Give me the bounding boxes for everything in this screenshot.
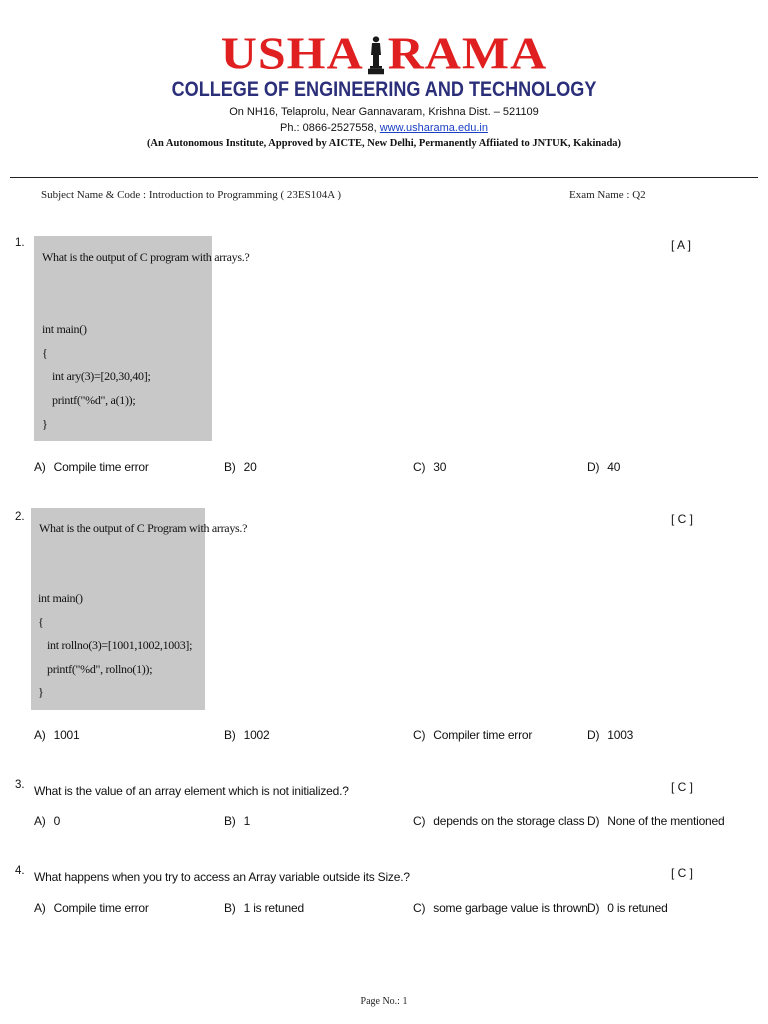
option-d: D) 0 is retuned — [587, 901, 668, 915]
question-text: What happens when you try to access an Array variable outside its Size.? — [34, 870, 410, 884]
option-a: A) Compile time error — [34, 901, 149, 915]
page-number: Page No.: 1 — [360, 996, 408, 1007]
college-address: On NH16, Telaprolu, Near Gannavaram, Krishna Dist. – 521109 — [229, 106, 539, 118]
answer-key: [ C ] — [671, 512, 694, 526]
code-line: } — [38, 685, 44, 699]
answer-key: [ C ] — [671, 780, 694, 794]
question-number: 3. — [15, 779, 25, 791]
code-line: { — [38, 615, 44, 629]
question-text: What is the output of C Program with arrays.? — [39, 521, 248, 535]
logo-text-left: USHA — [220, 27, 364, 79]
subject-info: Subject Name & Code : Introduction to Programming ( 23ES104A ) — [41, 189, 342, 201]
college-name: COLLEGE OF ENGINEERING AND TECHNOLOGY — [171, 78, 597, 101]
header-divider — [10, 177, 758, 178]
option-c: C) Compiler time error — [413, 728, 533, 742]
option-b: B) 1 — [224, 814, 251, 828]
option-d: D) 1003 — [587, 728, 634, 742]
question-number: 4. — [15, 865, 25, 877]
option-b: B) 1002 — [224, 728, 270, 742]
question-image — [31, 508, 248, 710]
option-a: A) 1001 — [34, 728, 80, 742]
college-affiliation: (An Autonomous Institute, Approved by AICTE, New Delhi, Permanently Affiiated to JNTUK, Kakinada) — [146, 138, 622, 149]
logo-text-right: RAMA — [387, 27, 548, 79]
option-c: C) 30 — [413, 460, 447, 474]
college-contact — [0, 122, 768, 134]
question-text: What is the value of an array element which is not initialized.? — [34, 784, 349, 798]
answer-key: [ A ] — [671, 238, 692, 252]
website-link[interactable]: www.usharama.edu.in — [379, 122, 488, 134]
option-b: B) 1 is retuned — [224, 901, 304, 915]
question-number: 1. — [15, 237, 25, 249]
question-image — [34, 236, 250, 441]
code-line: int ary(3)=[20,30,40]; — [52, 369, 151, 383]
option-a: A) 0 — [34, 814, 61, 828]
option-a: A) Compile time error — [34, 460, 149, 474]
exam-name: Exam Name : Q2 — [569, 189, 646, 201]
question-number: 2. — [15, 511, 25, 523]
code-line: int main() — [42, 322, 87, 336]
question-text: What is the output of C program with arrays.? — [42, 250, 250, 264]
code-line: printf("%d", rollno(1)); — [47, 662, 153, 676]
college-header — [0, 0, 768, 170]
code-line: int main() — [38, 591, 83, 605]
option-c: C) some garbage value is thrown — [413, 901, 588, 915]
option-d: D) 40 — [587, 460, 621, 474]
statue-icon — [366, 34, 386, 74]
code-line: int rollno(3)=[1001,1002,1003]; — [47, 638, 193, 652]
option-d: D) None of the mentioned — [587, 814, 725, 828]
option-c: C) depends on the storage class — [413, 814, 585, 828]
code-line: { — [42, 346, 48, 360]
code-line: } — [42, 417, 48, 431]
phone-number: Ph.: 0866-2527558, — [280, 122, 377, 134]
code-line: printf("%d", a(1)); — [52, 393, 136, 407]
answer-key: [ C ] — [671, 866, 694, 880]
college-logo — [0, 27, 768, 79]
option-b: B) 20 — [224, 460, 257, 474]
